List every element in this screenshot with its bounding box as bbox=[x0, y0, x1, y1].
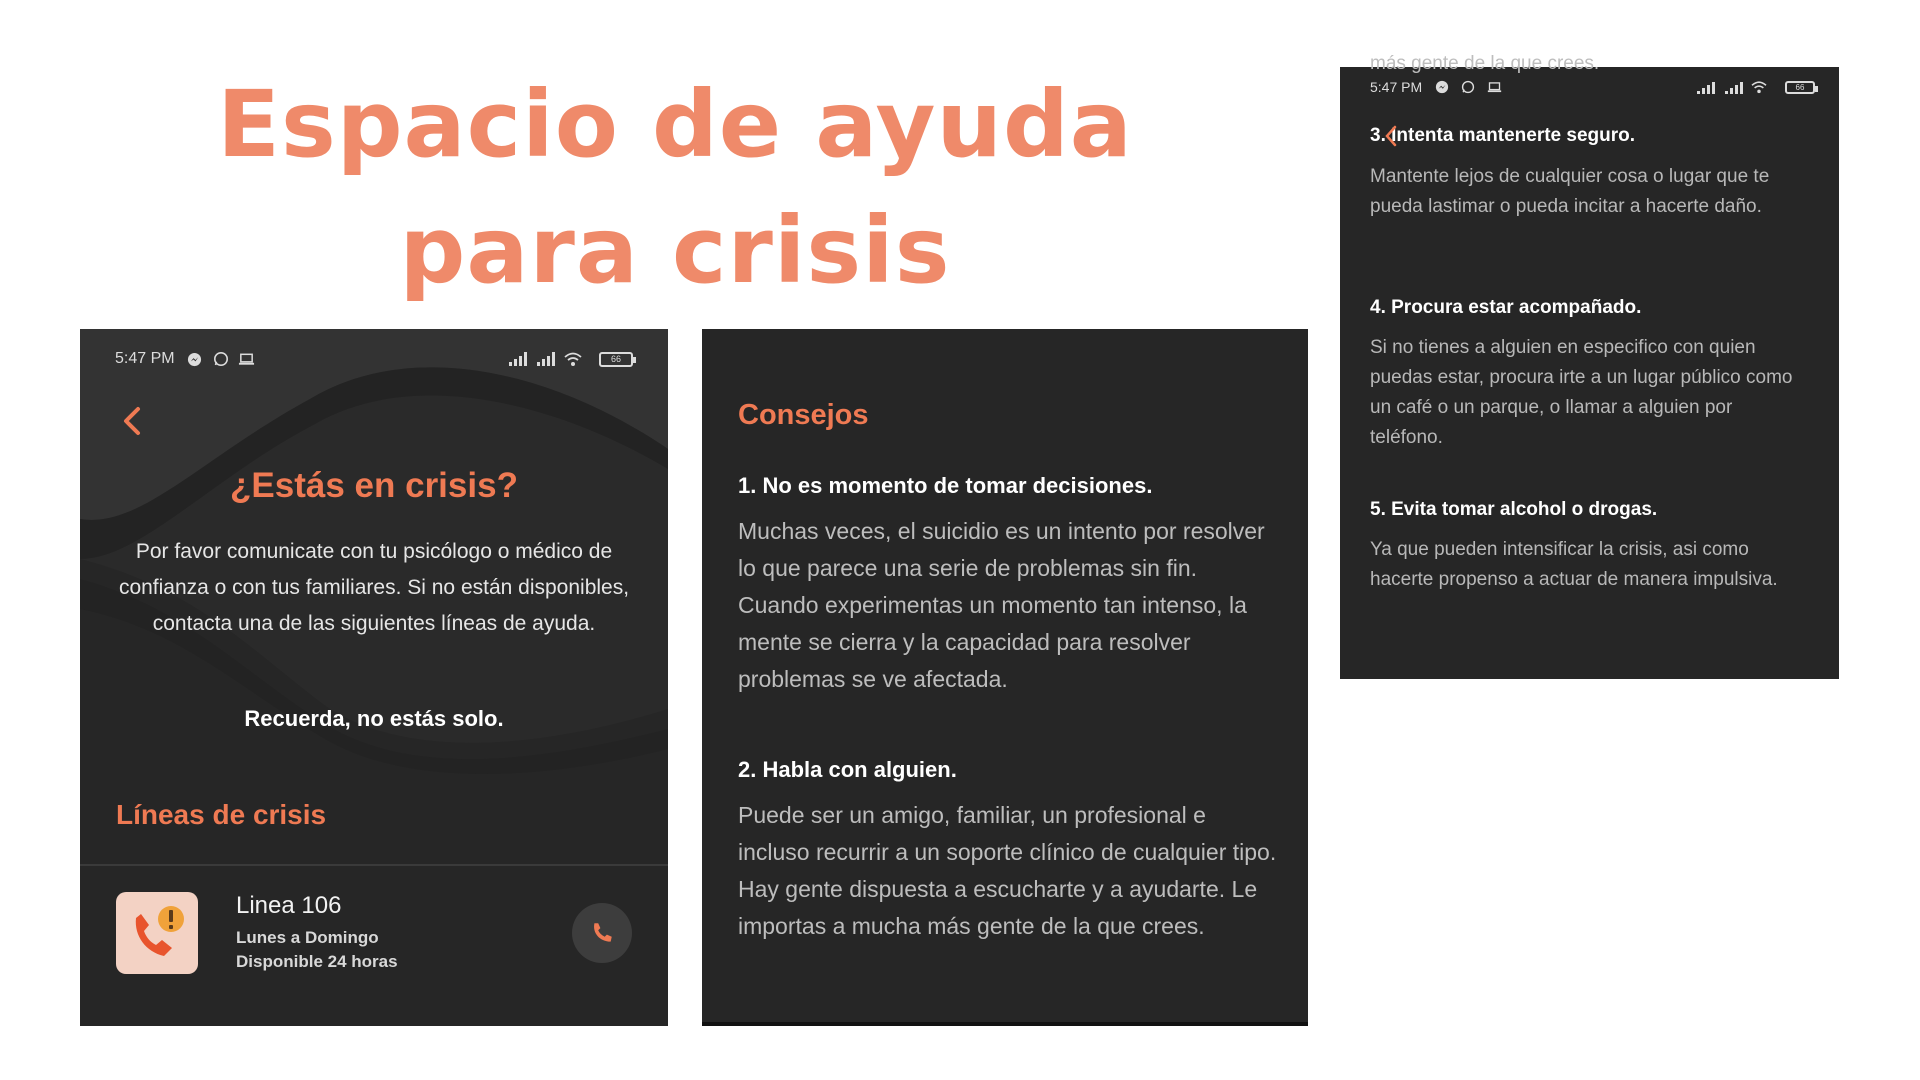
crisis-line-days: Lunes a Domingo bbox=[236, 928, 379, 947]
tip-4-heading: 4. Procura estar acompañado. bbox=[1370, 297, 1642, 318]
tip-2-heading: 2. Habla con alguien. bbox=[738, 757, 957, 782]
messenger-icon bbox=[1432, 77, 1452, 97]
tip-4-body: Si no tienes a alguien en especifico con quien puedas estar, procura irte a un lugar público como un café o un parque, o llamar a alguien por teléfono. bbox=[1370, 337, 1793, 448]
crisis-message: Por favor comunicate con tu psicólogo o médico de confianza o con tus familiares. Si no están disponibles, contacta una de las siguientes líneas de ayuda. bbox=[118, 540, 630, 635]
tip-3-heading: 3. Intenta mantenerte seguro. bbox=[1370, 125, 1636, 146]
crisis-line-item[interactable] bbox=[116, 891, 632, 975]
battery-icon: 66 bbox=[1785, 81, 1815, 94]
tips-heading: Consejos bbox=[738, 399, 869, 431]
wifi-icon bbox=[1749, 77, 1769, 97]
signal-icon bbox=[1697, 80, 1715, 94]
divider bbox=[80, 864, 668, 866]
messenger-icon bbox=[185, 349, 205, 369]
title-line-2: para crisis bbox=[399, 197, 951, 304]
status-bar bbox=[115, 349, 633, 369]
crisis-lines-heading: Líneas de crisis bbox=[116, 799, 327, 830]
page-title bbox=[200, 62, 1150, 314]
tips-screen bbox=[702, 329, 1308, 1026]
tip-5-heading: 5. Evita tomar alcohol o drogas. bbox=[1370, 499, 1658, 520]
title-line-1: Espacio de ayuda bbox=[217, 71, 1133, 178]
tip-1-body: Muchas veces, el suicidio es un intento por resolver lo que parece una serie de problemas sin fin. Cuando experimentas un momento tan intenso, la mente se cierra y la capacidad para resolver problemas se ve afectada. bbox=[738, 518, 1265, 692]
status-time: 5:47 PM bbox=[1370, 79, 1423, 95]
crisis-screen bbox=[80, 329, 668, 1026]
whatsapp-icon bbox=[211, 349, 231, 369]
tip-2-body: Puede ser un amigo, familiar, un profesional e incluso recurrir a un soporte clínico de cualquier tipo. Hay gente dispuesta a escucharte y a ayudarte. Le importas a mucha más gente de la que crees. bbox=[738, 802, 1277, 939]
tip-1-heading: 1. No es momento de tomar decisiones. bbox=[738, 473, 1153, 498]
back-arrow-icon[interactable] bbox=[1384, 124, 1398, 148]
reminder-text: Recuerda, no estás solo. bbox=[244, 706, 504, 731]
tip-3-body: Mantente lejos de cualquier cosa o lugar que te pueda lastimar o pueda incitar a hacerte daño. bbox=[1370, 166, 1770, 217]
wifi-icon bbox=[563, 349, 583, 369]
crisis-heading: ¿Estás en crisis? bbox=[230, 466, 518, 505]
crisis-line-name: Linea 106 bbox=[236, 892, 342, 919]
signal-icon-2 bbox=[537, 352, 555, 366]
back-arrow-icon[interactable] bbox=[120, 401, 144, 441]
crisis-line-info bbox=[236, 892, 398, 974]
battery-icon: 66 bbox=[599, 352, 633, 367]
phone-icon bbox=[589, 920, 615, 946]
signal-icon bbox=[509, 352, 527, 366]
crisis-line-hours: Disponible 24 horas bbox=[236, 952, 398, 971]
laptop-icon bbox=[237, 349, 257, 369]
phone-alert-icon bbox=[116, 892, 198, 974]
laptop-icon bbox=[1484, 77, 1504, 97]
signal-icon-2 bbox=[1725, 80, 1743, 94]
status-bar bbox=[1370, 77, 1815, 97]
status-time: 5:47 PM bbox=[115, 350, 175, 367]
call-button[interactable] bbox=[572, 903, 632, 963]
whatsapp-icon bbox=[1458, 77, 1478, 97]
tips-screen-continued bbox=[1340, 53, 1839, 679]
tip-5-body: Ya que pueden intensificar la crisis, asi como hacerte propenso a actuar de manera impulsiva. bbox=[1370, 539, 1778, 590]
cut-off-text: más gente de la que crees. bbox=[1370, 53, 1600, 74]
